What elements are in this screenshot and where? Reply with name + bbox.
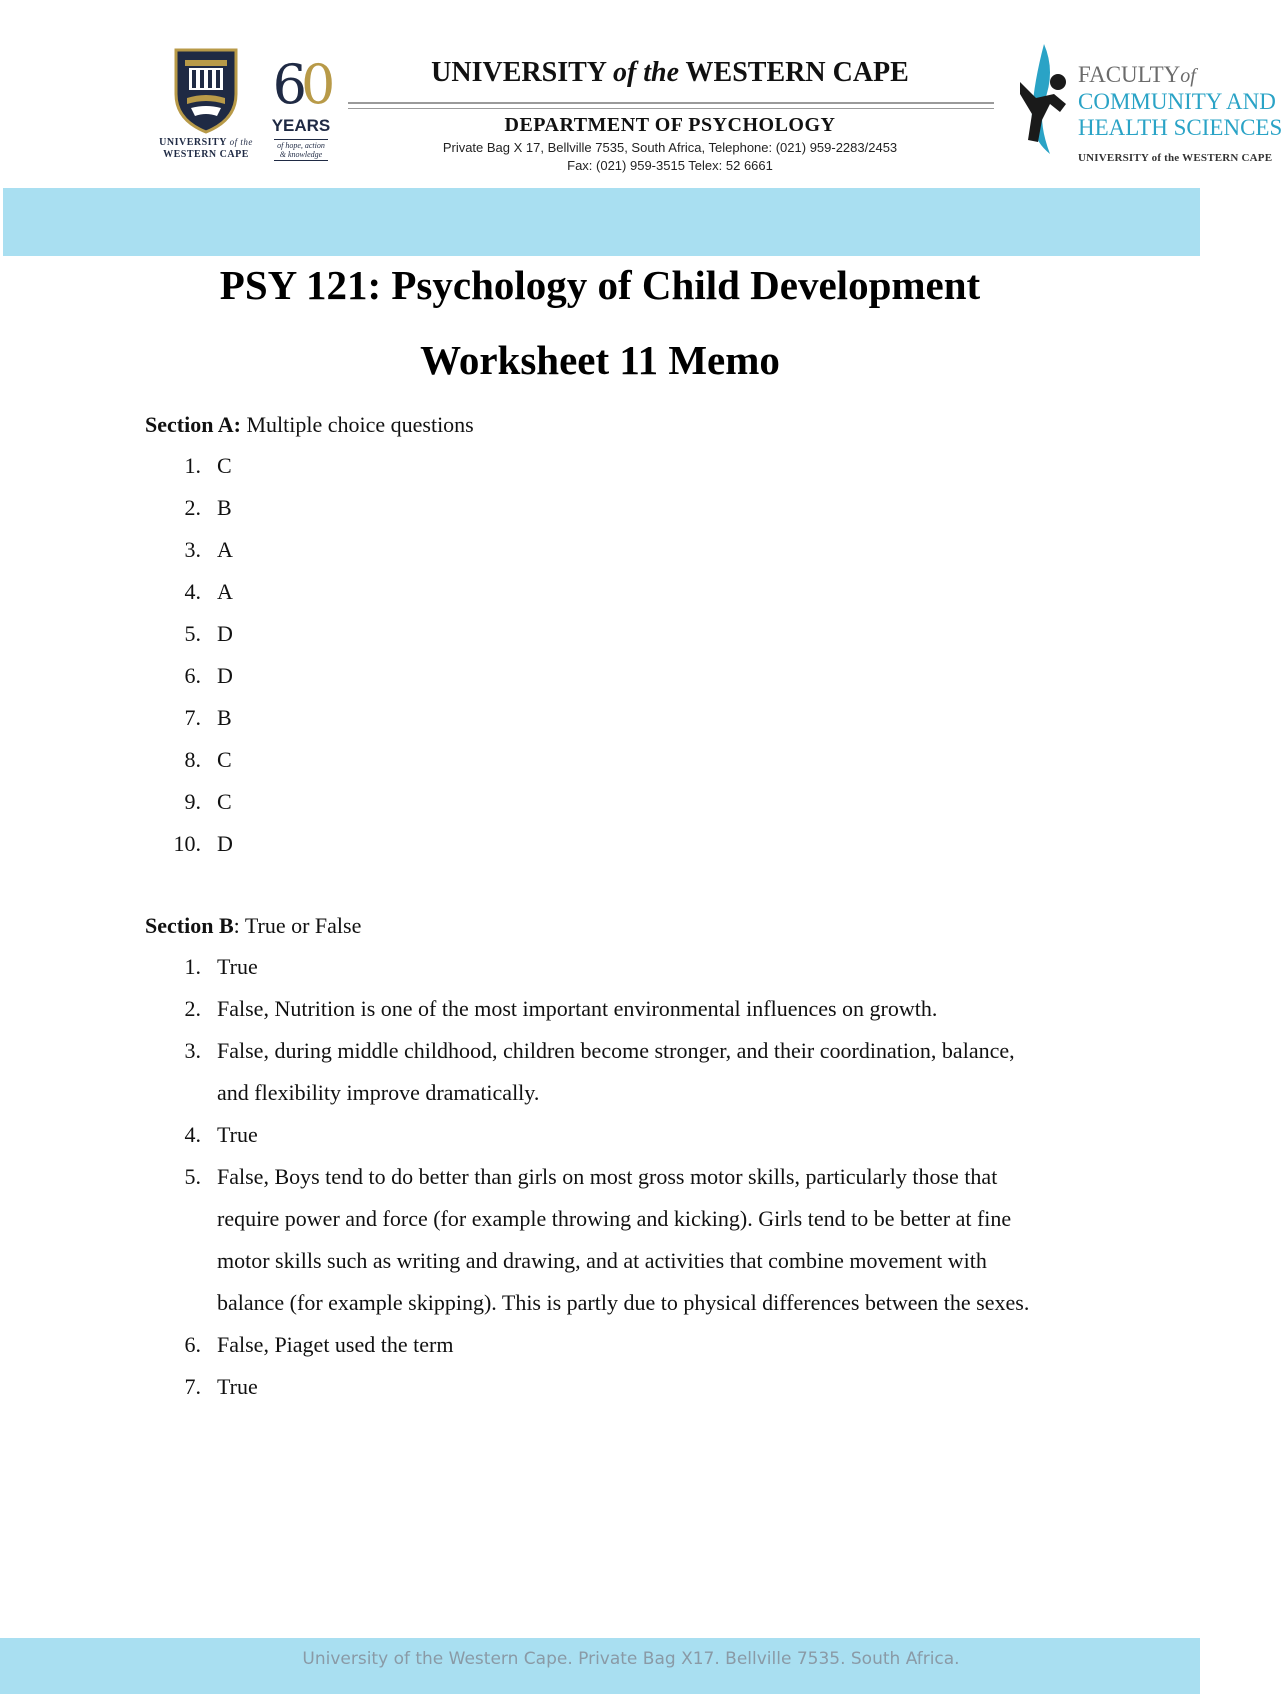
years-tagline: of hope, action & knowledge [274,139,328,161]
faculty-logo [1010,40,1282,170]
list-item: 3. A [184,537,233,562]
list-item: 6. False, Piaget used the term [184,1332,454,1357]
list-item: 1. C [184,453,232,478]
list-item: 7. True [184,1374,258,1399]
list-item: 8. C [184,747,232,772]
uwc-shield-icon [171,46,241,134]
section-b-answers [145,946,1045,1408]
list-item: 10. D [173,831,233,856]
address-line-1: Private Bag X 17, Bellville 7535, South Africa, Telephone: (021) 959-2283/2453 [442,140,898,155]
faculty-name: FACULTYof COMMUNITY AND HEALTH SCIENCES [1078,62,1282,140]
list-item: 4. A [184,579,233,604]
list-item: 3. False, during middle childhood, children become stronger, and their coordination, balance, and flexibility improve dramatically. [184,1038,1015,1105]
address-line-2: Fax: (021) 959-3515 Telex: 52 6661 [567,158,773,173]
list-item: 5. False, Boys tend to do better than girls on most gross motor skills, particularly those that require power and force (for example throwing and kicking). Girls tend to be better at fine motor skills such as writing and drawing, and at activities that combine movement with balance (for example skipping). This is partly due to physical differences between the sexes. [184,1164,1030,1315]
faculty-figure-icon [1014,42,1074,166]
course-title: PSY 121: Psychology of Child Development [219,262,981,308]
uwc-crest-logo [150,46,262,170]
section-a-answers [145,445,233,865]
list-item: 9. C [184,789,232,814]
sixty-years-logo [268,53,334,168]
header-band [3,188,1200,256]
header-divider [348,102,994,109]
crest-caption: UNIVERSITY of the WESTERN CAPE [159,137,253,160]
list-item: 2. B [184,495,232,520]
list-item: 4. True [184,1122,258,1147]
department-address [348,139,992,175]
years-number: 60 [272,53,330,116]
section-b-heading: Section B: True or False [145,913,362,938]
footer-address: University of the Western Cape. Private Bag X17. Bellville 7535. South Africa. [302,1649,960,1669]
list-item: 6. D [184,663,233,688]
years-word: YEARS [271,116,331,135]
list-item: 5. D [184,621,233,646]
section-a-heading: Section A: Multiple choice questions [145,412,474,437]
list-item: 7. B [184,705,232,730]
university-name: UNIVERSITY of the WESTERN CAPE [431,57,909,88]
worksheet-title: Worksheet 11 Memo [420,337,780,383]
faculty-university-caption: UNIVERSITY of the WESTERN CAPE [1078,152,1273,164]
list-item: 1. True [184,954,258,979]
list-item: 2. False, Nutrition is one of the most important environmental influences on growth. [184,996,938,1021]
department-name: DEPARTMENT OF PSYCHOLOGY [504,114,836,136]
